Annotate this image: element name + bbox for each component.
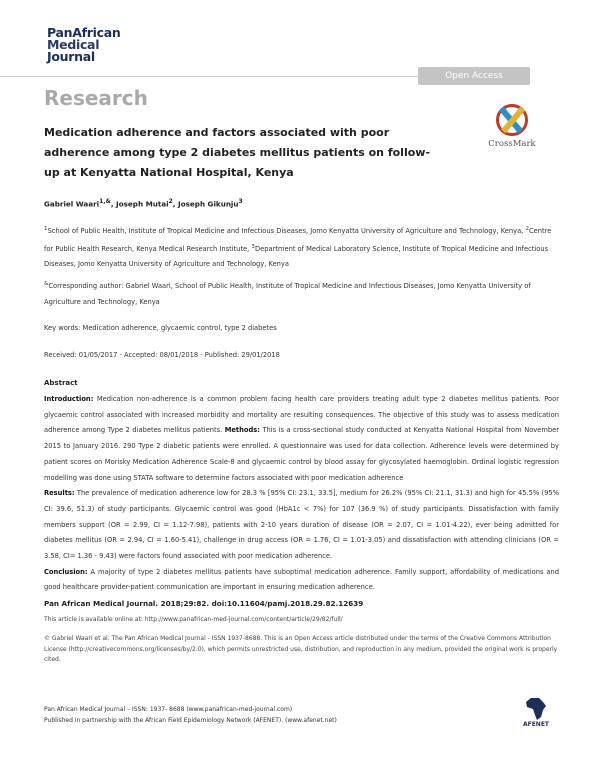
license-text: © Gabriel Waari et al. The Pan African Medical Journal - ISSN 1937-8688. This is an Open Access article distributed under the terms of the Creative Commons Attribution License (http://creativecommons.org/licenses/by/2.0), which permits unrestricted use, distribution, and reproduction in any medium, provided the original work is properly cited. <box>44 635 558 663</box>
corresponding-author <box>44 277 559 310</box>
author-list: Gabriel Waari$^{1,\&}$, Joseph Mutai$^2$, Joseph Gikunju$^3$ <box>44 198 243 209</box>
conclusion-text: A majority of type 2 diabetes mellitus patients have suboptimal medication adherence. Family support, affordability of medications and good healthcare provider-patient communication are important in ensuring medication adherence. <box>44 567 559 592</box>
citation: Pan African Medical Journal. 2018;29:82. doi:10.11604/pamj.2018.29.82.12639 <box>44 599 364 608</box>
crossmark-icon <box>496 104 528 136</box>
conclusion-label: Conclusion: <box>44 567 88 576</box>
author-1: Gabriel Waari <box>44 199 100 209</box>
logo-line-1: PanAfrican <box>47 25 121 40</box>
aff-1: School of Public Health, Institute of Tropical Medicine and Infectious Diseases, Jomo Kenyatta University of Agriculture and Technology, Kenya, <box>47 227 526 236</box>
aff-sup-3: 3 <box>251 243 255 250</box>
author-2-sup: 2 <box>168 198 173 205</box>
keywords: Key words: Medication adherence, glycaemic control, type 2 diabetes <box>44 324 277 332</box>
afenet-logo <box>508 697 564 728</box>
author-2: Joseph Mutai <box>116 199 169 209</box>
article-dates: Received: 01/05/2017 - Accepted: 08/01/2018 - Published: 29/01/2018 <box>44 351 280 359</box>
logo-line-3: Journal <box>47 49 95 64</box>
abstract-heading: Abstract <box>44 379 78 387</box>
afenet-label: AFENET <box>522 721 550 728</box>
affiliations <box>44 222 559 273</box>
abstract-body <box>44 392 559 596</box>
footer-line-1: Pan African Medical Journal – ISSN: 1937- 8688 (www.panafrican-med-journal.com) <box>44 706 293 713</box>
journal-logo <box>47 27 127 63</box>
online-availability[interactable]: This article is available online at: http://www.panafrican-med-journal.com/content/article/29/82/full/ <box>44 616 343 623</box>
author-3: Joseph Gikunju <box>178 199 239 209</box>
methods-label: Methods: <box>224 426 260 435</box>
intro-label: Introduction: <box>44 395 94 403</box>
results-label: Results: <box>44 489 75 498</box>
footer-line-2: Published in partnership with the African Field Epidemiology Network (AFENET). (www.afenet.net) <box>44 716 337 724</box>
aff-sup-2: 2 <box>525 226 529 232</box>
corr-text: Corresponding author: Gabriel Waari, School of Public Health, Institute of Tropical Medicine and Infectious Diseases, Jomo Kenyatta University of Agriculture and Technology, Kenya <box>44 282 531 306</box>
article-title: Medication adherence and factors associated with poor adherence among type 2 diabetes mellitus patients on follow-up at Kenyatta National Hospital, Kenya <box>44 126 431 179</box>
aff-sup-1: 1 <box>44 226 48 232</box>
crossmark-badge[interactable] <box>487 104 537 149</box>
aff-2: Centre for Public Health Research, Kenya Medical Research Institute, <box>44 227 552 253</box>
author-1-sup: 1,& <box>99 198 111 205</box>
methods-text: This is a cross-sectional study conducted at Kenyatta National Hospital from November 2015 to January 2016. 290 Type 2 diabetic patients were enrolled. A questionnaire was used for data collection. Adherence levels were determined by patient scores on Morisky Medication Adherence Scale-8 and glycaemic control by blood assay for glycosylated haemoglobin. Ordinal logistic regression modelling was done using STATA software to determine factors associated with poor medication adherence <box>44 426 559 482</box>
results-text: The prevalence of medication adherence low for 28.3 % [95% CI: 23.1, 33.5], medium for 26.2% (95% CI: 21.1, 31.3) and high for 45.5% (95% CI: 39.6, 51.3) of study participants. Glycaemic control was good (HbA1c < 7%) for 107 (36.9 %) of study participants. Dissatisfaction with family members support (OR = 2.99, CI = 1.12-7.98), patients with 2-10 years duration of disease (OR = 2.07, CI = 1.01-4.22), ever being admitted for diabetes mellitus (OR = 2.94, CI = 1.60-5.41), challenge in drug access (OR = 1.76, CI = 1.01-3.05) and dissatisfaction with attending clinicians (OR = 3.58, CI= 1.36 - 9.43) were factors found associated with poor medication adherence. <box>44 489 559 561</box>
logo-line-2: Medical <box>47 37 100 52</box>
africa-icon <box>525 697 547 721</box>
aff-3: Department of Medical Laboratory Science, Institute of Tropical Medicine and Infectious Diseases, Jomo Kenyatta University of Agriculture and Technology, Kenya <box>44 244 549 269</box>
crossmark-label: CrossMark <box>488 139 536 149</box>
page-footer <box>44 705 484 726</box>
section-label: Research <box>44 86 148 110</box>
open-access-badge: Open Access <box>418 67 530 85</box>
intro-text: Medication non-adherence is a common problem facing health care providers treating adult type 2 diabetes mellitus patients. Poor glycaemic control associated with increased morbidity and mortality are resulting consequences. The objective of this study was to assess medication adherence among Type 2 diabetes mellitus patients. <box>44 395 559 435</box>
corr-sup: & <box>44 281 49 287</box>
author-3-sup: 3 <box>238 198 243 205</box>
